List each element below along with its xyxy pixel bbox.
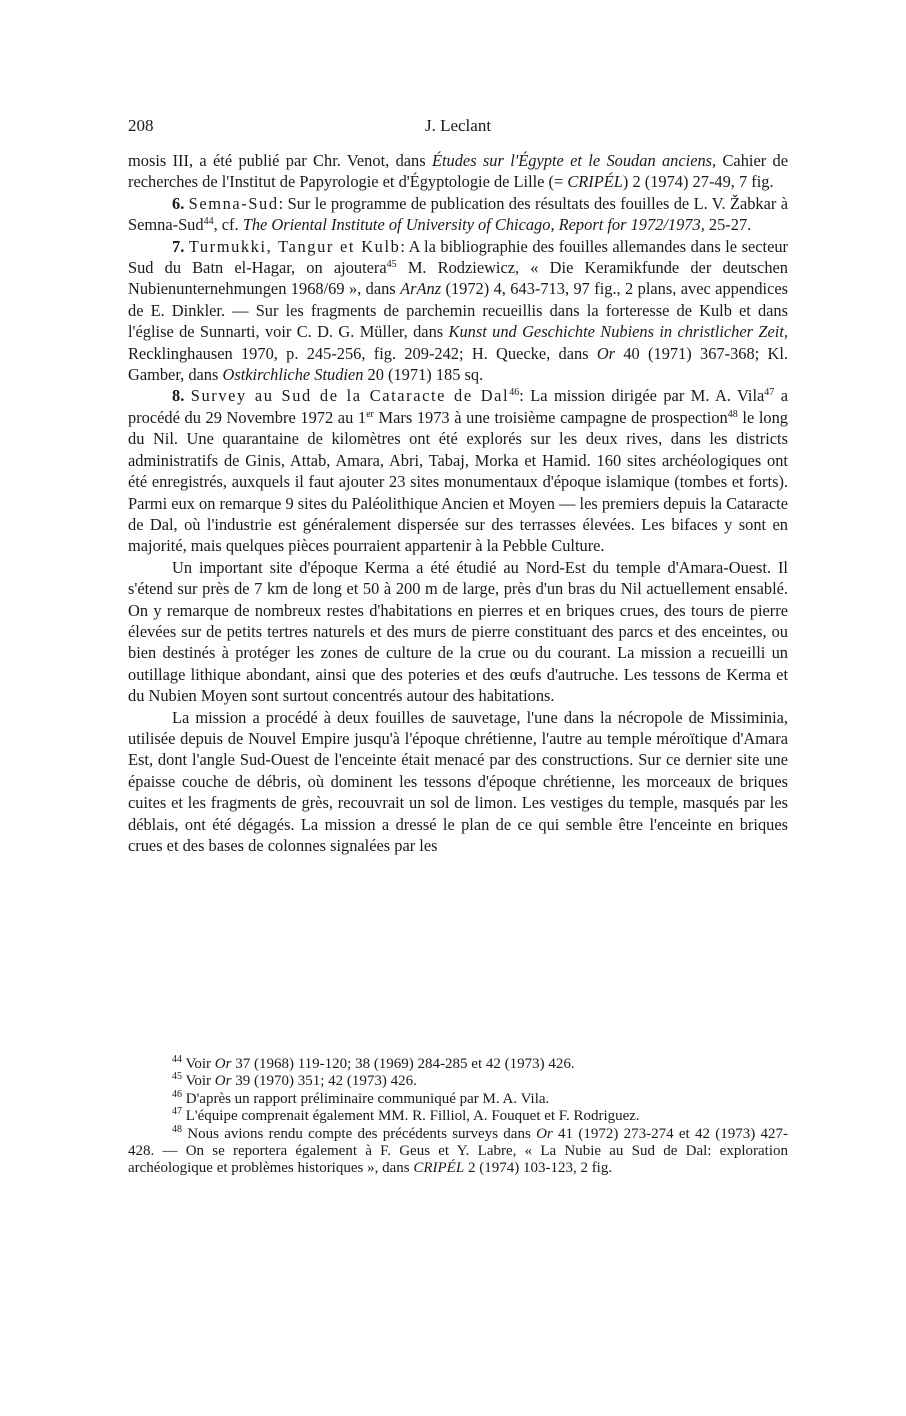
text-span: L'équipe comprenait également MM. R. Filliol, A. Fouquet et F. Rodriguez.	[182, 1108, 640, 1125]
text-span: 37 (1968) 119-120; 38 (1969) 284-285 et 42 (1973) 426.	[231, 1056, 575, 1072]
running-title: J. Leclant	[424, 116, 492, 135]
section-heading: Turmukki, Tangur et Kulb	[188, 236, 401, 256]
text-span: le long du Nil. Une quarantaine de kilomètres ont été explorés sur les deux rives, dans les districts administratifs de Ginis, Attab, Amara, Abri, Tabaj, Morka et Hamid. 160 sites archéologiques ont été enregistrés, auxquels il faut ajouter 23 sites monumentaux d'époque islamique (tombes et forts). Parmi eux on remarque 9 sites du Paléolithique Ancien et Moyen — les premiers depuis la Cataracte de Dal, où l'industrie est généralement dispersée sur des terrasses élevées. Les bifaces y sont en majorité, mais quelques pièces pourraient appartenir à la Pebble Culture.	[128, 407, 788, 556]
italic-abbrev: Or	[536, 1125, 553, 1142]
paragraph-continuation	[128, 150, 788, 193]
footnote-47	[128, 1108, 788, 1125]
footnote-ref: 44	[203, 216, 214, 228]
italic-title: Kunst und Geschichte Nubiens in christlicher Zeit,	[448, 322, 788, 342]
footnote-45	[128, 1073, 788, 1090]
text-span: 41 (1972) 273-274 et 42 (1973) 427-428. — On se reportera également à F. Geus et Y. Labre, « La Nubie au Sud de Dal: exploration archéologique et problèmes historiques », dans	[128, 1125, 789, 1177]
section-number: 6.	[172, 193, 189, 213]
text-span: : A la bibliographie des fouilles allemandes dans le secteur Sud du Batn el-Hagar, on ajoutera	[128, 236, 788, 278]
text-span: Voir	[182, 1056, 215, 1072]
footnote-48	[128, 1123, 789, 1178]
text-span: 39 (1970) 351; 42 (1973) 426.	[231, 1073, 417, 1090]
footnote-number: 48	[172, 1123, 182, 1135]
text-span: Voir	[182, 1073, 215, 1090]
text-span: (1972) 4, 643-713, 97 fig., 2 plans, avec appendices de E. Dinkler. — Sur les fragments de parchemin recueillis dans la forteresse de Kulb et dans l'église de Sunnarti, voir C. D. G. Müller, dans	[128, 279, 788, 342]
page-header	[128, 116, 788, 138]
section-6-paragraph	[128, 193, 788, 236]
section-heading: Survey au Sud de la Cataracte de Dal	[190, 386, 510, 406]
footnote-number: 46	[172, 1088, 182, 1100]
section-number: 7.	[172, 236, 189, 256]
footnote-ref: 48	[727, 408, 738, 420]
kerma-site-paragraph: Un important site d'époque Kerma a été étudié au Nord-Est du temple d'Amara-Ouest. Il s'étend sur près de 7 km de long et 50 à 200 m de large, près d'un bras du Nil actuellement ensablé. On y remarque de nombreux restes d'habitations en pierres et en briques crues, des tours de pierre élevées sur de petits tertres naturels et des murs de pierre constituant des parcs et des enceintes, ou bien destinés à protéger les zones de culture de la crue ou du courant. La mission a recueilli un outillage lithique abondant, ainsi que des poteries et des œufs d'autruche. Les tessons de Kerma et du Nubien Moyen sont surtout concentrés autour des habitations.	[128, 557, 788, 706]
italic-abbrev: CRIPÉL	[413, 1160, 465, 1177]
ordinal-superscript: er	[366, 408, 374, 420]
italic-abbrev: CRIPÉL	[567, 172, 623, 192]
page-number: 208	[128, 116, 154, 135]
section-7-paragraph	[128, 236, 788, 386]
text-span: M. Rodziewicz, « Die Keramikfunde der deutschen Nubienunternehmungen 1968/69 », dans	[128, 258, 788, 299]
footnote-46	[128, 1088, 788, 1108]
text-span: 20 (1971) 185 sq.	[363, 365, 484, 385]
text-span: : Sur le programme de publication des résultats des fouilles de L. V. Žabkar à Semna-Sud	[128, 193, 789, 235]
text-span: Nous avions rendu compte des précédents surveys dans	[182, 1125, 537, 1142]
text-span: , cf.	[213, 215, 243, 235]
text-span: 40 (1971) 367-368; Kl. Gamber, dans	[128, 343, 788, 385]
section-number: 8.	[172, 386, 191, 406]
footnote-ref: 46	[509, 387, 520, 399]
text-span: : La mission dirigée par M. A. Vila	[519, 386, 765, 406]
text-span: mosis III, a été publié par Chr. Venot, dans	[128, 151, 432, 170]
text-span: ) 2 (1974) 27-49, 7 fig.	[622, 172, 774, 192]
rescue-excavations-paragraph: La mission a procédé à deux fouilles de sauvetage, l'une dans la nécropole de Missiminia, utilisée depuis de Nouvel Empire jusqu'à l'époque chrétienne, l'autre au temple méroïtique d'Amara Est, dont l'angle Sud-Ouest de l'enceinte était menacé par des constructions. Sur ce dernier site une épaisse couche de débris, où dominent les tessons d'époque chrétienne, les morceaux de briques cuites et les fragments de grès, recouvrait un sol de limon. Les vestiges du temple, masqués par les déblais, ont été dégagés. La mission a dressé le plan de ce qui semble être l'enceinte en briques crues et des bases de colonnes signalées par les	[128, 707, 788, 855]
text-span: a procédé du 29 Novembre 1972 au 1	[128, 386, 789, 427]
italic-title: Études sur l'Égypte et le Soudan anciens,	[431, 151, 717, 170]
text-span: 25-27.	[704, 215, 752, 235]
italic-title: Ostkirchliche Studien	[222, 365, 364, 385]
footnote-number: 45	[172, 1071, 182, 1083]
footnote-number: 44	[172, 1054, 182, 1065]
footnote-ref: 45	[386, 259, 397, 271]
footnote-44	[128, 1056, 788, 1073]
text-span: Mars 1973 à une troisième campagne de prospection	[373, 407, 728, 427]
footnotes	[128, 1056, 788, 1178]
footnote-ref: 47	[764, 387, 775, 399]
text-span: D'après un rapport préliminaire communiqué par M. A. Vila.	[182, 1090, 550, 1107]
section-heading: Semna-Sud	[188, 193, 279, 213]
italic-abbrev: Or	[596, 343, 616, 363]
italic-abbrev: Or	[214, 1073, 232, 1090]
text-span: Recklinghausen 1970, p. 245-256, fig. 209-242; H. Quecke, dans	[128, 343, 597, 363]
text-span: Cahier de recherches de l'Institut de Papyrologie et d'Égyptologie de Lille (=	[128, 151, 789, 192]
text-span: 2 (1974) 103-123, 2 fig.	[464, 1160, 613, 1177]
italic-abbrev: Or	[214, 1056, 232, 1072]
section-8-paragraph	[128, 385, 788, 556]
footnote-number: 47	[172, 1106, 182, 1118]
italic-title: The Oriental Institute of University of Chicago, Report for 1972/1973,	[242, 215, 705, 235]
italic-abbrev: ArAnz	[400, 279, 442, 299]
body-text	[128, 150, 788, 856]
